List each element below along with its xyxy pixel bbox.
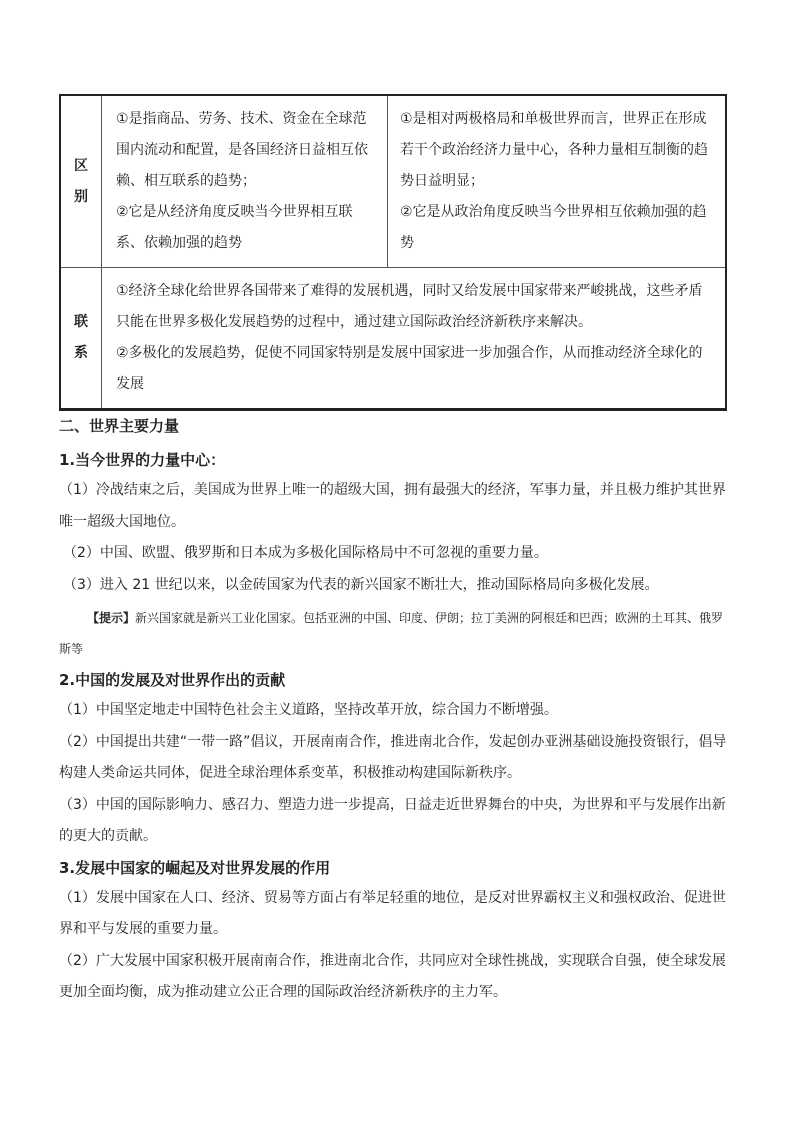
difference-globalization-point-1: ①是指商品、劳务、技术、资金在全球范围内流动和配置，是各国经济日益相互依赖、相互联系的趋势； xyxy=(116,111,368,189)
connection-header-text: 联 系 xyxy=(74,314,88,361)
section-title: 二、世界主要力量 xyxy=(59,417,180,435)
comparison-table-wrap xyxy=(59,94,727,411)
main-content xyxy=(59,411,731,1009)
table-row-connection xyxy=(60,268,726,410)
connection-point-1: ①经济全球化给世界各国带来了难得的发展机遇，同时又给发展中国家带来严峻挑战，这些矛盾只能在世界多极化发展趋势的过程中，通过建立国际政治经济新秩序来解决。 xyxy=(116,283,703,330)
difference-header xyxy=(60,95,102,268)
subsection-1-paragraph-2: （2）中国、欧盟、俄罗斯和日本成为多极化国际格局中不可忽视的重要力量。 xyxy=(63,545,548,561)
subsection-1-paragraph-1: （1）冷战结束之后，美国成为世界上唯一的超级大国，拥有最强大的经济，军事力量，并且极力维护其世界唯一超级大国地位。 xyxy=(59,482,726,530)
subsection-3-paragraph-2: （2）广大发展中国家积极开展南南合作，推进南北合作，共同应对全球性挑战，实现联合自强，使全球发展更加全面均衡，成为推动建立公正合理的国际政治经济新秩序的主力军。 xyxy=(59,952,726,1000)
subsection-1-paragraph-3: （3）进入 21 世纪以来，以金砖国家为代表的新兴国家不断壮大，推动国际格局向多极化发展。 xyxy=(63,576,659,593)
subsection-2-title: 2.中国的发展及对世界作出的贡献 xyxy=(59,671,286,689)
connection-point-2: ②多极化的发展趋势，促使不同国家特别是发展中国家进一步加强合作，从而推动经济全球化的发展 xyxy=(116,345,703,392)
difference-globalization-cell xyxy=(102,95,388,268)
difference-multipolar-cell xyxy=(388,95,727,268)
difference-header-text: 区 别 xyxy=(74,157,88,205)
subsection-2-paragraph-3: （3）中国的国际影响力、感召力、塑造力进一步提高，日益走近世界舞台的中央，为世界和平与发展作出新的更大的贡献。 xyxy=(59,796,726,844)
subsection-1-title: 1.当今世界的力量中心： xyxy=(59,451,226,469)
difference-multipolar-point-2: ②它是从政治角度反映当今世界相互依赖加强的趋势 xyxy=(400,204,707,251)
comparison-table xyxy=(59,94,727,411)
difference-multipolar-point-1: ①是相对两极格局和单极世界而言，世界正在形成若干个政治经济力量中心，各种力量相互制衡的趋势日益明显； xyxy=(400,111,708,189)
difference-globalization-point-2: ②它是从经济角度反映当今世界相互联系、依赖加强的趋势 xyxy=(116,204,353,251)
subsection-3-paragraph-1: （1）发展中国家在人口、经济、贸易等方面占有举足轻重的地位，是反对世界霸权主义和强权政治、促进世界和平与发展的重要力量。 xyxy=(59,889,726,937)
table-row-difference xyxy=(60,95,726,268)
hint-label: 【提示】 xyxy=(87,611,136,625)
connection-header xyxy=(60,268,102,410)
hint-note xyxy=(59,603,731,665)
subsection-3-title: 3.发展中国家的崛起及对世界发展的作用 xyxy=(59,858,331,877)
subsection-2-paragraph-2: （2）中国提出共建“一带一路”倡议，开展南南合作，推进南北合作，发起创办亚洲基础设施投资银行，倡导构建人类命运共同体，促进全球治理体系变革，积极推动构建国际新秩序。 xyxy=(59,733,727,781)
subsection-2-paragraph-1: （1）中国坚定地走中国特色社会主义道路，坚持改革开放，综合国力不断增强。 xyxy=(59,702,558,718)
connection-cell xyxy=(102,268,727,410)
hint-text: 新兴国家就是新兴工业化国家。包括亚洲的中国、印度、伊朗；拉丁美洲的阿根廷和巴西；欧洲的土耳其、俄罗斯等 xyxy=(59,611,724,656)
